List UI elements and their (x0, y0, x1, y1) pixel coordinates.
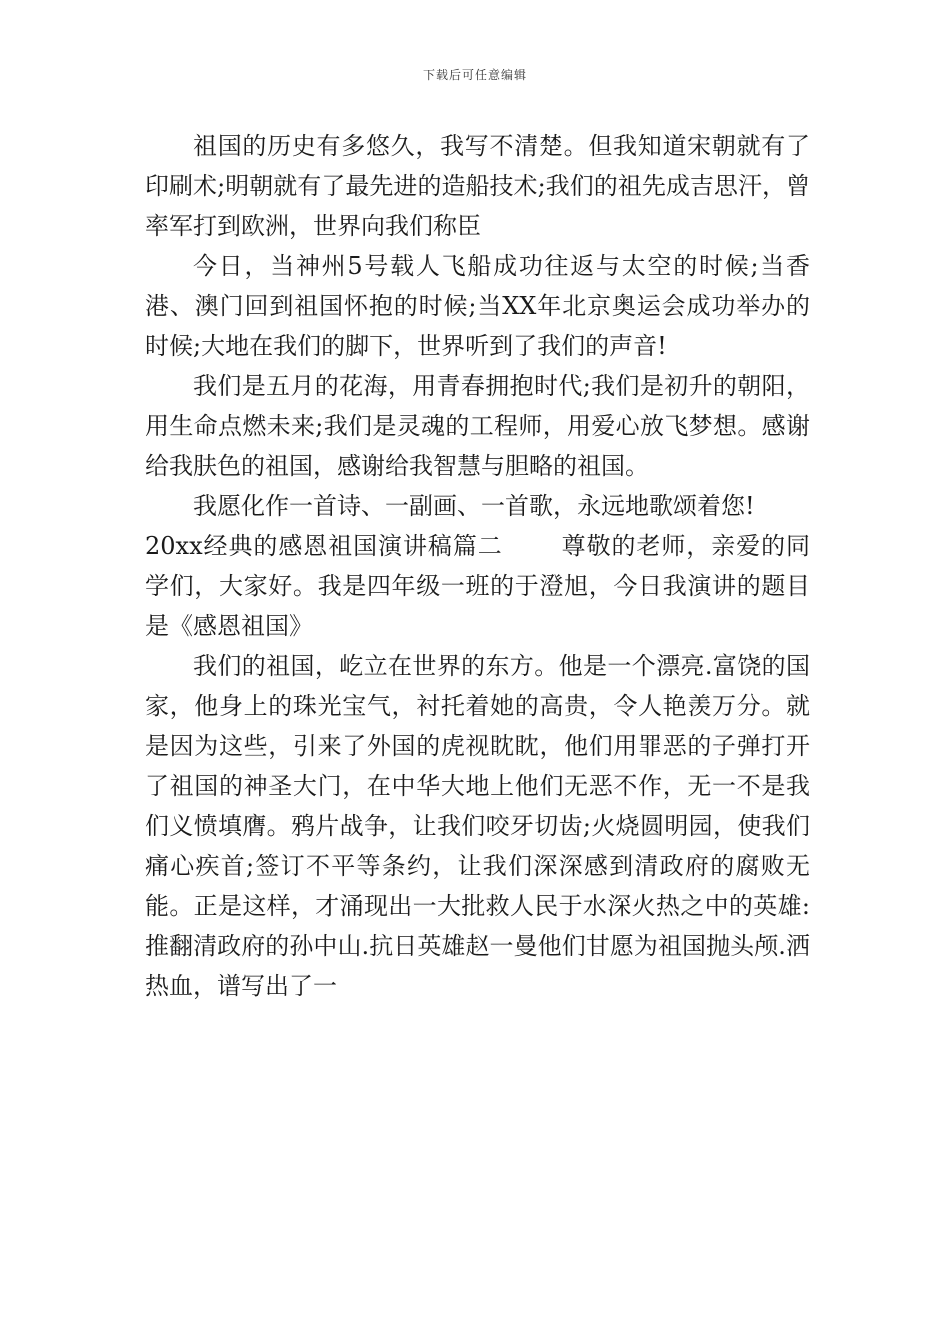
paragraph-motherland: 我们的祖国，屹立在世界的东方。他是一个漂亮.富饶的国家，他身上的珠光宝气，衬托着她的高贵，令人艳羡万分。就是因为这些，引来了外国的虎视眈眈，他们用罪恶的子弹打开了祖国的神圣大门，在中华大地上他们无恶不作，无一不是我们义愤填膺。鸦片战争，让我们咬牙切齿;火烧圆明园，使我们痛心疾首;签订不平等条约，让我们深深感到清政府的腐败无能。正是这样，才涌现出一大批救人民于水深火热之中的英雄:推翻清政府的孙中山.抗日英雄赵一曼他们甘愿为祖国抛头颅.洒热血，谱写出了一 (145, 652, 810, 1000)
section-title: 20xx经典的感恩祖国演讲稿篇二 (145, 532, 503, 560)
section-opening: 尊敬的老师，亲爱的同学们，大家好。我是四年级一班的于澄旭，今日我演讲的题目是《感恩祖国》 (145, 532, 811, 640)
section-two-paragraph (145, 526, 810, 646)
document-body (145, 126, 810, 1006)
paragraph-history: 祖国的历史有多悠久，我写不清楚。但我知道宋朝就有了印刷术;明朝就有了最先进的造船技术;我们的祖先成吉思汗，曾率军打到欧洲，世界向我们称臣 (145, 132, 810, 240)
page-header: 下载后可任意编辑 (422, 68, 527, 82)
paragraph-youth: 我们是五月的花海，用青春拥抱时代;我们是初升的朝阳，用生命点燃未来;我们是灵魂的工程师，用爱心放飞梦想。感谢给我肤色的祖国，感谢给我智慧与胆略的祖国。 (145, 372, 810, 480)
paragraph-today: 今日，当神州5号载人飞船成功往返与太空的时候;当香港、澳门回到祖国怀抱的时候;当XX年北京奥运会成功举办的时候;大地在我们的脚下，世界听到了我们的声音! (145, 252, 810, 360)
paragraph-wish: 我愿化作一首诗、一副画、一首歌，永远地歌颂着您! (193, 492, 755, 520)
